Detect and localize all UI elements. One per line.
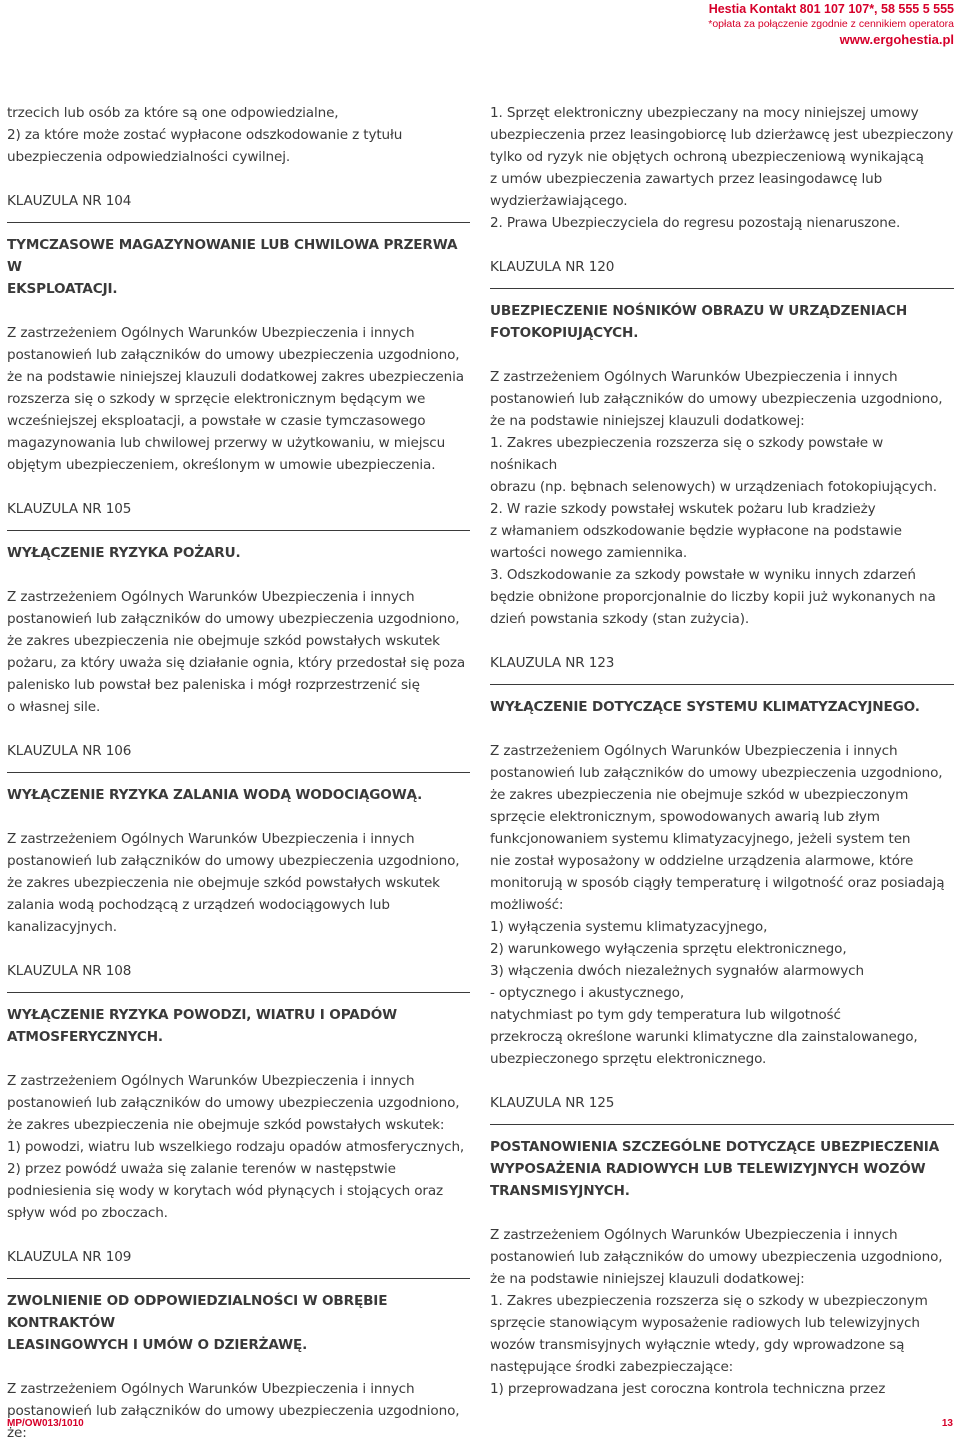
divider <box>7 530 470 531</box>
clause-title: WYŁĄCZENIE RYZYKA POWODZI, WIATRU I OPADÓW <box>7 1007 398 1023</box>
divider <box>7 222 470 223</box>
clause-body-line: o własnej sile. <box>7 699 101 715</box>
divider <box>7 1278 470 1279</box>
clause-body-line: Z zastrzeżeniem Ogólnych Warunków Ubezpieczenia i innych <box>490 369 898 385</box>
page-number: 13 <box>941 1418 953 1429</box>
clause-body-line: monitorują w sposób ciągły temperaturę i wilgotność oraz posiadają <box>490 875 945 891</box>
website-link[interactable]: www.ergohestia.pl <box>839 32 954 47</box>
spacer <box>490 718 954 740</box>
clause-body-line: palenisko lub powstał bez paleniska i mógł rozprzestrzenić się <box>7 677 420 693</box>
intro-line: 2) za które może zostać wypłacone odszkodowanie z tytułu <box>7 127 403 143</box>
clause-body-line: wozów transmisyjnych wyłącznie wtedy, gdy wprowadzone są <box>490 1337 905 1353</box>
clause-body-line: że zakres ubezpieczenia nie obejmuje szkód w ubezpieczonym <box>490 787 909 803</box>
clause-body-line: że zakres ubezpieczenia nie obejmuje szkód powstałych wskutek: <box>7 1117 445 1133</box>
intro-line: trzecich lub osób za które są one odpowiedzialne, <box>7 105 339 121</box>
clause-body-line: 1) przeprowadzana jest coroczna kontrola techniczna przez <box>490 1381 886 1397</box>
clause-body-line: postanowień lub załączników do umowy ubezpieczenia uzgodniono, <box>7 1095 460 1111</box>
clause-number: KLAUZULA NR 108 <box>7 963 132 979</box>
clause-body-line: podniesienia się wody w korytach wód płynących i stojących oraz <box>7 1183 443 1199</box>
clause-body-line: zalania wodą pochodzącą z urządzeń wodociągowych lub <box>7 897 390 913</box>
clause-title: TRANSMISYJNYCH. <box>490 1183 630 1199</box>
clause-body-line: 3. Odszkodowanie za szkody powstałe w wyniku innych zdarzeń <box>490 567 916 583</box>
clause-body-line: możliwość: <box>490 897 564 913</box>
right-column <box>490 102 954 1400</box>
clause-number: KLAUZULA NR 125 <box>490 1095 615 1111</box>
clause-body-line: 3) włączenia dwóch niezależnych sygnałów alarmowych <box>490 963 864 979</box>
clause-body-line: 1) wyłączenia systemu klimatyzacyjnego, <box>490 919 768 935</box>
clause-body-line: spływ wód po zboczach. <box>7 1205 168 1221</box>
clause-body-line: że na podstawie niniejszej klauzuli dodatkowej: <box>490 1271 805 1287</box>
clause-body-line: postanowień lub załączników do umowy ubezpieczenia uzgodniono, <box>7 347 460 363</box>
clause-title: ZWOLNIENIE OD ODPOWIEDZIALNOŚCI W OBRĘBIE KONTRAKTÓW <box>7 1293 388 1331</box>
clause-body-line: kanalizacyjnych. <box>7 919 117 935</box>
contact-note: *opłata za połączenie zgodnie z cennikiem operatora <box>708 18 954 30</box>
divider <box>490 288 954 289</box>
intro-line: z umów ubezpieczenia zawartych przez leasingodawcę lub <box>490 171 883 187</box>
clause-body-line: sprzęcie elektronicznym, spowodowanych awarią lub złym <box>490 809 880 825</box>
clause-body-line: 1) powodzi, wiatru lub wszelkiego rodzaju opadów atmosferycznych, <box>7 1139 465 1155</box>
clause-body-line: postanowień lub załączników do umowy ubezpieczenia uzgodniono, <box>490 765 943 781</box>
clause-k109 <box>7 1246 470 1444</box>
clause-body-line: Z zastrzeżeniem Ogólnych Warunków Ubezpieczenia i innych <box>7 1073 415 1089</box>
intro-line: tylko od ryzyk nie objętych ochroną ubezpieczeniową wynikającą <box>490 149 924 165</box>
clause-body-line: następujące środki zabezpieczające: <box>490 1359 734 1375</box>
clause-body-line: postanowień lub załączników do umowy ubezpieczenia uzgodniono, <box>7 611 460 627</box>
spacer <box>7 1048 470 1070</box>
clause-body-line: magazynowania lub chwilowej przerwy w użytkowaniu, w miejscu <box>7 435 446 451</box>
clause-body-line: Z zastrzeżeniem Ogólnych Warunków Ubezpieczenia i innych <box>490 1227 898 1243</box>
spacer <box>7 168 470 190</box>
page-header <box>708 0 954 49</box>
clause-number: KLAUZULA NR 120 <box>490 259 615 275</box>
spacer <box>490 1070 954 1092</box>
clause-body-line: wcześniejszej eksploatacji, a powstałe w czasie tymczasowego <box>7 413 426 429</box>
clause-body-line: że zakres ubezpieczenia nie obejmuje szkód powstałych wskutek <box>7 875 440 891</box>
intro-line: ubezpieczenia odpowiedzialności cywilnej. <box>7 149 291 165</box>
clause-body-line: Z zastrzeżeniem Ogólnych Warunków Ubezpieczenia i innych <box>7 325 415 341</box>
spacer <box>490 630 954 652</box>
clause-number: KLAUZULA NR 104 <box>7 193 132 209</box>
spacer <box>7 938 470 960</box>
clause-number: KLAUZULA NR 105 <box>7 501 132 517</box>
intro-line: wydzierżawiającego. <box>490 193 628 209</box>
clause-title: LEASINGOWYCH I UMÓW O DZIERŻAWĘ. <box>7 1337 308 1353</box>
left-column <box>7 102 470 1444</box>
clause-number: KLAUZULA NR 123 <box>490 655 615 671</box>
clause-k123 <box>490 652 954 1070</box>
divider <box>490 684 954 685</box>
clause-body-line: że na podstawie niniejszej klauzuli dodatkowej zakres ubezpieczenia <box>7 369 464 385</box>
clause-body-line: z włamaniem odszkodowanie będzie wypłacone na podstawie <box>490 523 902 539</box>
clause-body-line: postanowień lub załączników do umowy ubezpieczenia uzgodniono, <box>490 391 943 407</box>
clause-title: UBEZPIECZENIE NOŚNIKÓW OBRAZU W URZĄDZENIACH <box>490 303 908 319</box>
intro-line: 2. Prawa Ubezpieczyciela do regresu pozostają nienaruszone. <box>490 215 901 231</box>
clause-body-line: funkcjonowaniem systemu klimatyzacyjnego, jeżeli system ten <box>490 831 911 847</box>
clause-body-line: sprzęcie stanowiącym wyposażenie radiowych lub telewizyjnych <box>490 1315 920 1331</box>
spacer <box>490 344 954 366</box>
clause-title: FOTOKOPIUJĄCYCH. <box>490 325 639 341</box>
clause-number: KLAUZULA NR 106 <box>7 743 132 759</box>
clause-title: ATMOSFERYCZNYCH. <box>7 1029 163 1045</box>
clause-title: EKSPLOATACJI. <box>7 281 118 297</box>
clause-body-line: objętym ubezpieczeniem, określonym w umowie ubezpieczenia. <box>7 457 436 473</box>
spacer <box>7 476 470 498</box>
clause-body-line: - optycznego i akustycznego, <box>490 985 685 1001</box>
clause-body-line: 2) warunkowego wyłączenia sprzętu elektronicznego, <box>490 941 847 957</box>
clause-k120 <box>490 256 954 630</box>
clause-body-line: nie został wyposażony w oddzielne urządzenia alarmowe, które <box>490 853 914 869</box>
clause-body-line: 1. Zakres ubezpieczenia rozszerza się o szkody powstałe w nośnikach <box>490 435 884 473</box>
clause-body-line: Z zastrzeżeniem Ogólnych Warunków Ubezpieczenia i innych <box>7 1381 415 1397</box>
clause-k125 <box>490 1092 954 1400</box>
clause-title: TYMCZASOWE MAGAZYNOWANIE LUB CHWILOWA PRZERWA W <box>7 237 458 275</box>
spacer <box>7 1356 470 1378</box>
clause-body-line: ubezpieczonego sprzętu elektronicznego. <box>490 1051 767 1067</box>
spacer <box>7 300 470 322</box>
clause-k105 <box>7 498 470 718</box>
divider <box>7 992 470 993</box>
clause-body-line: dzień powstania szkody (stan zużycia). <box>490 611 750 627</box>
intro-line: 1. Sprzęt elektroniczny ubezpieczany na mocy niniejszej umowy <box>490 105 919 121</box>
clause-title: WYŁĄCZENIE RYZYKA ZALANIA WODĄ WODOCIĄGOWĄ. <box>7 787 423 803</box>
divider <box>490 1124 954 1125</box>
clause-body-line: pożaru, za który uważa się działanie ognia, który przedostał się poza <box>7 655 466 671</box>
clause-title: WYPOSAŻENIA RADIOWYCH LUB TELEWIZYJNYCH WOZÓW <box>490 1161 926 1177</box>
clause-number: KLAUZULA NR 109 <box>7 1249 132 1265</box>
clause-k106 <box>7 740 470 938</box>
clause-body-line: postanowień lub załączników do umowy ubezpieczenia uzgodniono, <box>7 853 460 869</box>
contact-phone: Hestia Kontakt 801 107 107*, 58 555 5 555 <box>708 2 954 16</box>
clause-body-line: wartości nowego zamiennika. <box>490 545 688 561</box>
spacer <box>7 564 470 586</box>
clause-body-line: natychmiast po tym gdy temperatura lub wilgotność <box>490 1007 841 1023</box>
clause-body-line: że na podstawie niniejszej klauzuli dodatkowej: <box>490 413 805 429</box>
clause-body-line: będzie obniżone proporcjonalnie do liczby kopii już wykonanych na <box>490 589 936 605</box>
clause-k108 <box>7 960 470 1224</box>
spacer <box>7 806 470 828</box>
clause-body-line: obrazu (np. bębnach selenowych) w urządzeniach fotokopiujących. <box>490 479 937 495</box>
clause-title: WYŁĄCZENIE DOTYCZĄCE SYSTEMU KLIMATYZACYJNEGO. <box>490 699 920 715</box>
clause-body-line: postanowień lub załączników do umowy ubezpieczenia uzgodniono, <box>490 1249 943 1265</box>
clause-body-line: 1. Zakres ubezpieczenia rozszerza się o szkody w ubezpieczonym <box>490 1293 928 1309</box>
clause-body-line: Z zastrzeżeniem Ogólnych Warunków Ubezpieczenia i innych <box>7 831 415 847</box>
spacer <box>7 718 470 740</box>
clause-body-line: Z zastrzeżeniem Ogólnych Warunków Ubezpieczenia i innych <box>490 743 898 759</box>
clause-title: POSTANOWIENIA SZCZEGÓLNE DOTYCZĄCE UBEZPIECZENIA <box>490 1139 940 1155</box>
clause-body-line: rozszerza się o szkody w sprzęcie elektronicznym będącym we <box>7 391 426 407</box>
clause-body-line: Z zastrzeżeniem Ogólnych Warunków Ubezpieczenia i innych <box>7 589 415 605</box>
clause-body-line: przekroczą określone warunki klimatyczne dla zainstalowanego, <box>490 1029 918 1045</box>
clause-k104 <box>7 190 470 476</box>
clause-body-line: 2. W razie szkody powstałej wskutek pożaru lub kradzieży <box>490 501 876 517</box>
divider <box>7 772 470 773</box>
intro-line: ubezpieczenia przez leasingobiorcę lub dzierżawcę jest ubezpieczony <box>490 127 954 143</box>
clause-title: WYŁĄCZENIE RYZYKA POŻARU. <box>7 545 241 561</box>
clause-body-line: postanowień lub załączników do umowy ubezpieczenia uzgodniono, że: <box>7 1403 460 1441</box>
spacer <box>7 1224 470 1246</box>
document-code: MP/OW013/1010 <box>7 1418 84 1429</box>
clause-body-line: że zakres ubezpieczenia nie obejmuje szkód powstałych wskutek <box>7 633 440 649</box>
clause-body-line: 2) przez powódź uważa się zalanie terenów w następstwie <box>7 1161 396 1177</box>
spacer <box>490 234 954 256</box>
spacer <box>490 1202 954 1224</box>
